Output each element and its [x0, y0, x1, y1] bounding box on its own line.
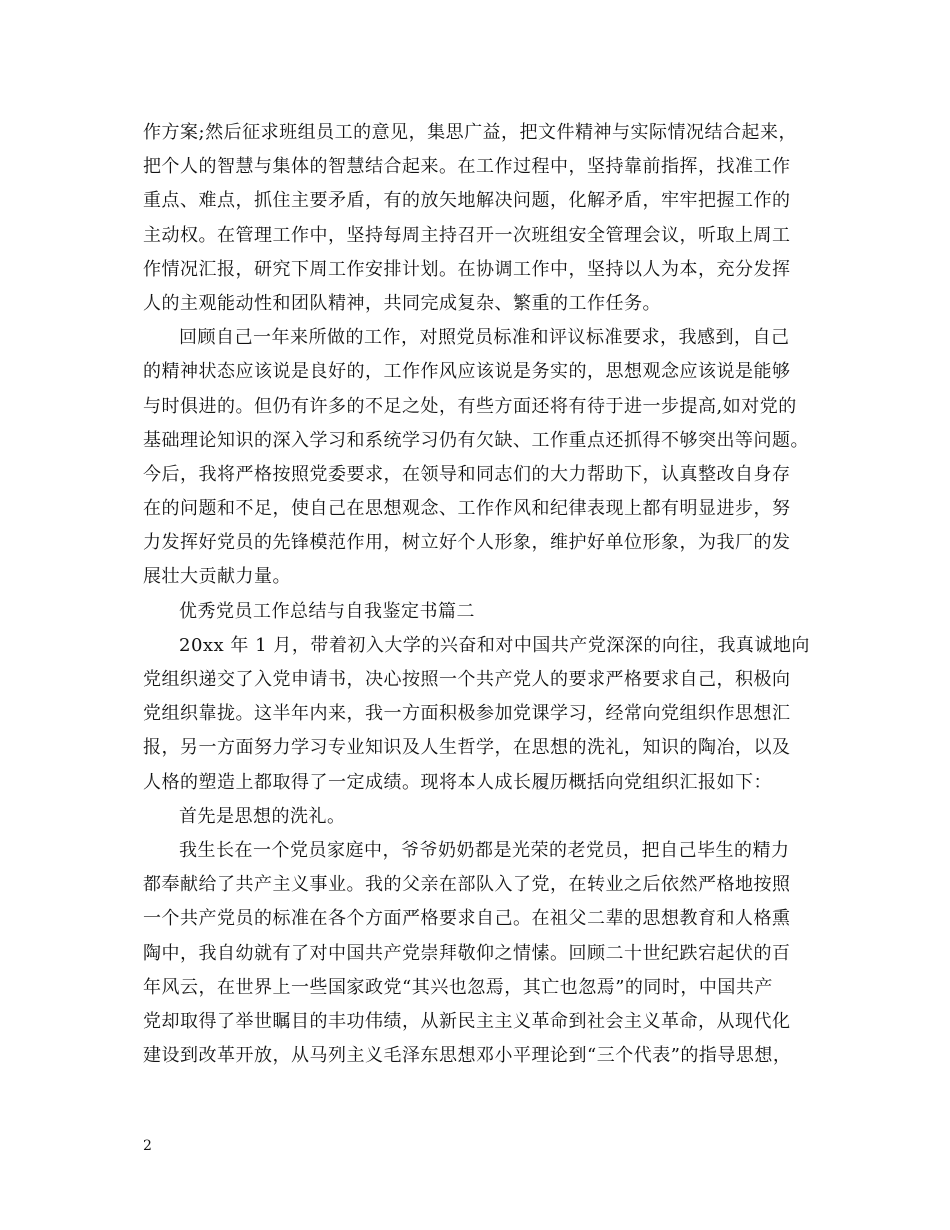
text-line: 党组织递交了入党申请书，决心按照一个共产党人的要求严格要求自己，积极向	[143, 669, 791, 690]
text-line: 首先是思想的洗礼。	[179, 805, 346, 827]
text-line: 展壮大贡献力量。	[143, 566, 291, 588]
text-line: 人格的塑造上都取得了一定成绩。现将本人成长履历概括向党组织汇报如下：	[143, 771, 772, 793]
text-line: 建设到改革开放，从马列主义毛泽东思想邓小平理论到“三个代表”的指导思想，	[143, 1045, 792, 1067]
text-line: 党却取得了举世瞩目的丰功伟绩，从新民主主义革命到社会主义革命，从现代化	[143, 1010, 791, 1032]
document-body	[143, 116, 823, 1073]
text-line: 在的问题和不足，使自己在思想观念、工作作风和纪律表现上都有明显进步，努	[143, 498, 791, 520]
text-line: 20xx 年 1 月，带着初入大学的兴奋和对中国共产党深深的向往，我真诚地向	[179, 634, 810, 656]
text-line: 与时俱进的。但仍有许多的不足之处，有些方面还将有待于进一步提高,如对党的	[143, 395, 797, 417]
text-line: 重点、难点，抓住主要矛盾，有的放矢地解决问题，化解矛盾，牢牢把握工作的	[143, 190, 791, 212]
text-line: 党组织靠拢。这半年内来，我一方面积极参加党课学习，经常向党组织作思想汇	[143, 703, 791, 725]
text-line: 今后，我将严格按照党委要求，在领导和同志们的大力帮助下，认真整改自身存	[143, 463, 791, 485]
text-line: 优秀党员工作总结与自我鉴定书篇二	[179, 600, 475, 622]
text-line: 基础理论知识的深入学习和系统学习仍有欠缺、工作重点还抓得不够突出等问题。	[143, 429, 809, 451]
text-line: 年风云，在世界上一些国家政党“其兴也忽焉，其亡也忽焉”的同时，中国共产	[143, 976, 773, 998]
text-line: 作方案;然后征求班组员工的意见，集思广益，把文件精神与实际情况结合起来，	[143, 122, 798, 143]
text-line: 作情况汇报，研究下周工作安排计划。在协调工作中，坚持以人为本，充分发挥	[143, 258, 791, 280]
text-line: 一个共产党员的标准在各个方面严格要求自己。在祖父二辈的思想教育和人格熏	[143, 908, 791, 930]
page-number: 2	[143, 1138, 152, 1154]
text-line: 力发挥好党员的先锋模范作用，树立好个人形象，维护好单位形象，为我厂的发	[143, 532, 791, 554]
text-line: 人的主观能动性和团队精神，共同完成复杂、繁重的工作任务。	[143, 292, 661, 314]
text-line: 都奉献给了共产主义事业。我的父亲在部队入了党，在转业之后依然严格地按照	[143, 874, 791, 896]
text-line: 陶中，我自幼就有了对中国共产党崇拜敬仰之情愫。回顾二十世纪跌宕起伏的百	[143, 942, 791, 964]
text-line: 的精神状态应该说是良好的，工作作风应该说是务实的，思想观念应该说是能够	[143, 361, 791, 383]
text-line: 我生长在一个党员家庭中，爷爷奶奶都是光荣的老党员，把自己毕生的精力	[179, 839, 790, 861]
text-line: 把个人的智慧与集体的智慧结合起来。在工作过程中，坚持靠前指挥，找准工作	[143, 156, 791, 178]
text-line: 报，另一方面努力学习专业知识及人生哲学，在思想的洗礼，知识的陶冶，以及	[143, 737, 791, 759]
text-line: 主动权。在管理工作中，坚持每周主持召开一次班组安全管理会议，听取上周工	[143, 224, 791, 246]
text-line: 回顾自己一年来所做的工作，对照党员标准和评议标准要求，我感到，自己	[179, 327, 790, 349]
